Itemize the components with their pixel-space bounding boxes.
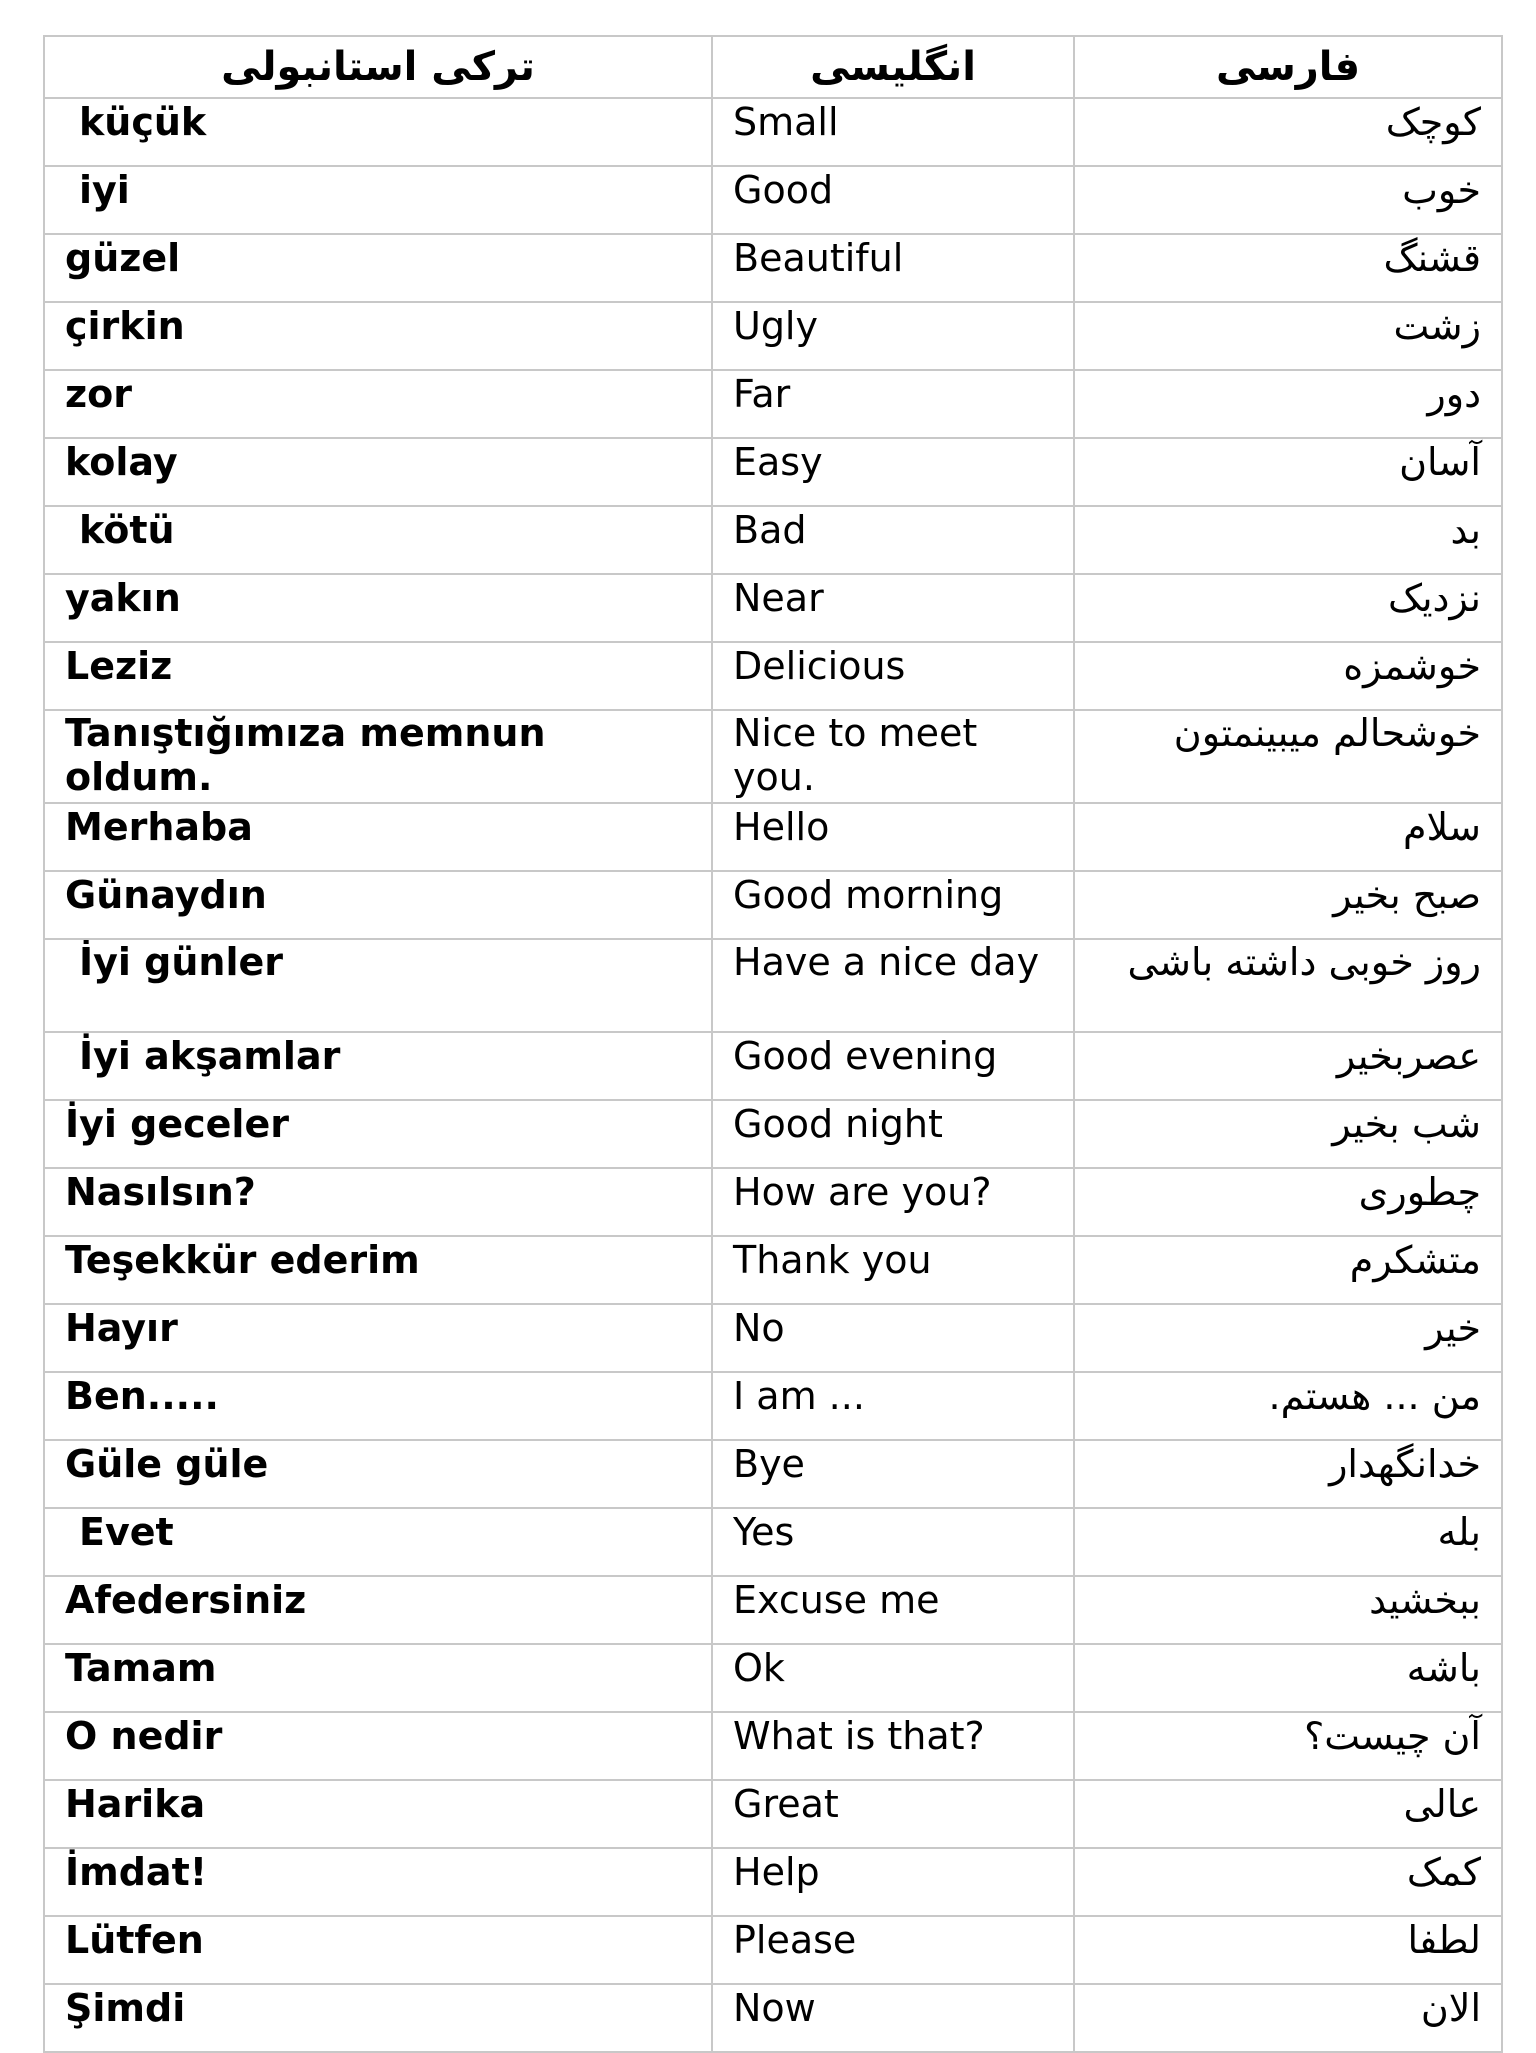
english-cell: Please: [712, 1916, 1074, 1984]
table-row: [44, 506, 1502, 574]
persian-cell: لطفا: [1074, 1916, 1502, 1984]
table-row: [44, 574, 1502, 642]
turkish-cell: İyi geceler: [44, 1100, 712, 1168]
english-cell: Delicious: [712, 642, 1074, 710]
english-cell: Good evening: [712, 1032, 1074, 1100]
vocabulary-table: [43, 35, 1503, 2053]
turkish-cell: O nedir: [44, 1712, 712, 1780]
persian-cell: باشه: [1074, 1644, 1502, 1712]
table-row: [44, 710, 1502, 803]
english-cell: Have a nice day: [712, 939, 1074, 1032]
table-row: [44, 1168, 1502, 1236]
turkish-cell: zor: [44, 370, 712, 438]
persian-cell: روز خوبی داشته باشی: [1074, 939, 1502, 1032]
turkish-cell: İmdat!: [44, 1848, 712, 1916]
persian-cell: خوشحالم میبینمتون: [1074, 710, 1502, 803]
table-row: [44, 1984, 1502, 2052]
table-row: [44, 370, 1502, 438]
table-header: [44, 36, 1502, 98]
turkish-cell: Güle güle: [44, 1440, 712, 1508]
persian-cell: آن چیست؟: [1074, 1712, 1502, 1780]
turkish-cell: Ben.....: [44, 1372, 712, 1440]
turkish-cell: kötü: [44, 506, 712, 574]
turkish-cell: güzel: [44, 234, 712, 302]
table-row: [44, 1916, 1502, 1984]
table-row: [44, 1508, 1502, 1576]
table-row: [44, 939, 1502, 1032]
turkish-cell: Günaydın: [44, 871, 712, 939]
persian-cell: سلام: [1074, 803, 1502, 871]
table-row: [44, 1032, 1502, 1100]
table-row: [44, 1644, 1502, 1712]
table-row: [44, 438, 1502, 506]
table-row: [44, 1848, 1502, 1916]
turkish-cell: Merhaba: [44, 803, 712, 871]
persian-cell: بد: [1074, 506, 1502, 574]
persian-cell: دور: [1074, 370, 1502, 438]
table-row: [44, 642, 1502, 710]
turkish-cell: Şimdi: [44, 1984, 712, 2052]
header-persian: فارسی: [1074, 36, 1502, 98]
english-cell: Bye: [712, 1440, 1074, 1508]
header-english: انگلیسی: [712, 36, 1074, 98]
english-cell: Near: [712, 574, 1074, 642]
table-row: [44, 1236, 1502, 1304]
english-cell: Small: [712, 98, 1074, 166]
english-cell: Beautiful: [712, 234, 1074, 302]
turkish-cell: Tamam: [44, 1644, 712, 1712]
english-cell: Yes: [712, 1508, 1074, 1576]
table-row: [44, 1304, 1502, 1372]
turkish-cell: Nasılsın?: [44, 1168, 712, 1236]
turkish-cell: kolay: [44, 438, 712, 506]
persian-cell: کوچک: [1074, 98, 1502, 166]
english-cell: Hello: [712, 803, 1074, 871]
turkish-cell: Lütfen: [44, 1916, 712, 1984]
table-body: [44, 98, 1502, 2052]
persian-cell: خوب: [1074, 166, 1502, 234]
table-row: [44, 1576, 1502, 1644]
turkish-cell: Hayır: [44, 1304, 712, 1372]
persian-cell: عصربخیر: [1074, 1032, 1502, 1100]
table-row: [44, 1372, 1502, 1440]
persian-cell: بله: [1074, 1508, 1502, 1576]
turkish-cell: İyi akşamlar: [44, 1032, 712, 1100]
persian-cell: نزدیک: [1074, 574, 1502, 642]
english-cell: No: [712, 1304, 1074, 1372]
turkish-cell: Teşekkür ederim: [44, 1236, 712, 1304]
header-row: [44, 36, 1502, 98]
persian-cell: کمک: [1074, 1848, 1502, 1916]
turkish-cell: İyi günler: [44, 939, 712, 1032]
turkish-cell: Leziz: [44, 642, 712, 710]
english-cell: Good: [712, 166, 1074, 234]
table-row: [44, 1100, 1502, 1168]
persian-cell: چطوری: [1074, 1168, 1502, 1236]
english-cell: Ugly: [712, 302, 1074, 370]
persian-cell: عالی: [1074, 1780, 1502, 1848]
persian-cell: خیر: [1074, 1304, 1502, 1372]
persian-cell: زشت: [1074, 302, 1502, 370]
persian-cell: خدانگهدار: [1074, 1440, 1502, 1508]
table-row: [44, 302, 1502, 370]
english-cell: What is that?: [712, 1712, 1074, 1780]
persian-cell: قشنگ: [1074, 234, 1502, 302]
turkish-cell: yakın: [44, 574, 712, 642]
table-row: [44, 166, 1502, 234]
table-row: [44, 871, 1502, 939]
english-cell: How are you?: [712, 1168, 1074, 1236]
persian-cell: الان: [1074, 1984, 1502, 2052]
english-cell: Good morning: [712, 871, 1074, 939]
persian-cell: شب بخیر: [1074, 1100, 1502, 1168]
english-cell: Far: [712, 370, 1074, 438]
persian-cell: صبح بخیر: [1074, 871, 1502, 939]
turkish-cell: iyi: [44, 166, 712, 234]
persian-cell: متشکرم: [1074, 1236, 1502, 1304]
turkish-cell: çirkin: [44, 302, 712, 370]
english-cell: Ok: [712, 1644, 1074, 1712]
table-row: [44, 1780, 1502, 1848]
table-row: [44, 803, 1502, 871]
english-cell: Thank you: [712, 1236, 1074, 1304]
turkish-cell: Afedersiniz: [44, 1576, 712, 1644]
table-row: [44, 1440, 1502, 1508]
english-cell: I am ...: [712, 1372, 1074, 1440]
table-row: [44, 98, 1502, 166]
english-cell: Easy: [712, 438, 1074, 506]
persian-cell: خوشمزه: [1074, 642, 1502, 710]
english-cell: Excuse me: [712, 1576, 1074, 1644]
english-cell: Great: [712, 1780, 1074, 1848]
english-cell: Good night: [712, 1100, 1074, 1168]
english-cell: Now: [712, 1984, 1074, 2052]
english-cell: Help: [712, 1848, 1074, 1916]
turkish-cell: Evet: [44, 1508, 712, 1576]
persian-cell: ببخشید: [1074, 1576, 1502, 1644]
turkish-cell: Harika: [44, 1780, 712, 1848]
header-turkish: ترکی استانبولی: [44, 36, 712, 98]
persian-cell: من ... هستم.: [1074, 1372, 1502, 1440]
english-cell: Nice to meet you.: [712, 710, 1074, 803]
table-row: [44, 1712, 1502, 1780]
turkish-cell: küçük: [44, 98, 712, 166]
english-cell: Bad: [712, 506, 1074, 574]
turkish-cell: Tanıştığımıza memnun oldum.: [44, 710, 712, 803]
table-row: [44, 234, 1502, 302]
persian-cell: آسان: [1074, 438, 1502, 506]
